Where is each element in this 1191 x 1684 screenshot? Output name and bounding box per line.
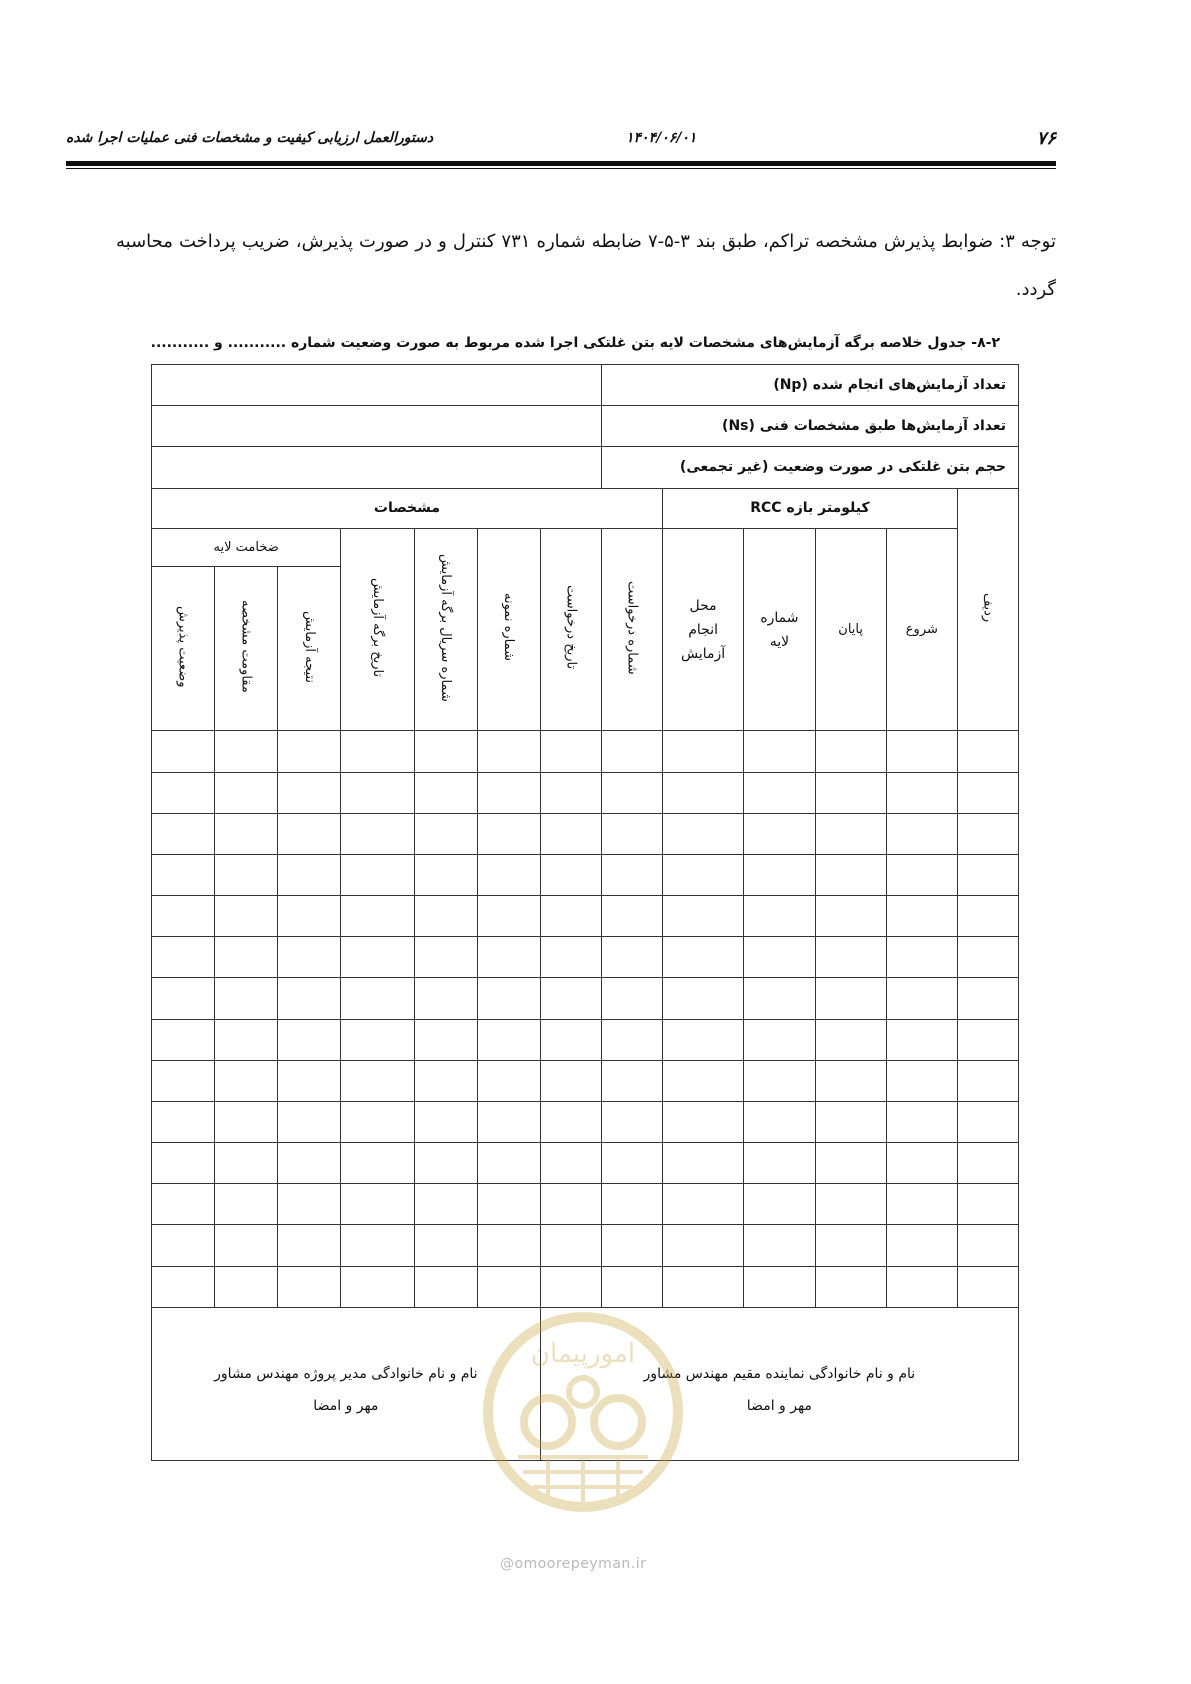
table-cell[interactable]: [662, 1184, 743, 1225]
col-characteristic-strength: [215, 566, 278, 731]
table-cell[interactable]: [815, 772, 886, 813]
table-cell[interactable]: [662, 1225, 743, 1266]
table-cell[interactable]: [662, 731, 743, 772]
table-cell[interactable]: [152, 813, 215, 854]
signature-project-manager[interactable]: [152, 1307, 541, 1460]
table-cell[interactable]: [815, 896, 886, 937]
table-cell[interactable]: [278, 1266, 341, 1307]
table-cell[interactable]: [957, 978, 1018, 1019]
table-cell[interactable]: [540, 854, 601, 895]
table-cell[interactable]: [278, 772, 341, 813]
page-number: ۷۶: [1036, 128, 1056, 149]
table-cell[interactable]: [601, 978, 662, 1019]
table-cell[interactable]: [215, 896, 278, 937]
col-layer-thickness: ضخامت لایه: [152, 528, 341, 566]
table-cell[interactable]: [341, 1101, 414, 1142]
col-layer-no: [744, 528, 815, 731]
col-request-no-label: شماره درخواست: [624, 580, 640, 675]
table-row: [152, 978, 1019, 1019]
table-cell[interactable]: [215, 1225, 278, 1266]
summary-label-np: تعداد آزمایش‌های انجام شده (Np): [601, 365, 1018, 406]
table-cell[interactable]: [744, 854, 815, 895]
table-cell[interactable]: [152, 937, 215, 978]
table-cell[interactable]: [414, 1225, 477, 1266]
table-cell[interactable]: [815, 1060, 886, 1101]
table-cell[interactable]: [215, 937, 278, 978]
table-cell[interactable]: [601, 1225, 662, 1266]
table-row: [152, 1225, 1019, 1266]
summary-label-ns: تعداد آزمایش‌ها طبق مشخصات فنی (Ns): [601, 406, 1018, 447]
table-cell[interactable]: [886, 731, 957, 772]
table-cell[interactable]: [744, 1060, 815, 1101]
table-cell[interactable]: [540, 1225, 601, 1266]
table-cell[interactable]: [414, 1143, 477, 1184]
header-group-row: [152, 488, 1019, 528]
table-cell[interactable]: [341, 813, 414, 854]
table-cell[interactable]: [278, 813, 341, 854]
header-rule-thick: [66, 161, 1056, 166]
table-cell[interactable]: [152, 1019, 215, 1060]
table-cell[interactable]: [477, 1143, 540, 1184]
table-cell[interactable]: [886, 1143, 957, 1184]
table-cell[interactable]: [744, 1143, 815, 1184]
table-row: [152, 731, 1019, 772]
table-cell[interactable]: [540, 813, 601, 854]
table-cell[interactable]: [341, 1184, 414, 1225]
table-cell[interactable]: [601, 1019, 662, 1060]
table-cell[interactable]: [477, 978, 540, 1019]
table-row: [152, 854, 1019, 895]
table-cell[interactable]: [886, 896, 957, 937]
table-cell[interactable]: [601, 1143, 662, 1184]
table-cell[interactable]: [957, 1143, 1018, 1184]
table-row: [152, 896, 1019, 937]
table-cell[interactable]: [601, 1060, 662, 1101]
table-cell[interactable]: [278, 896, 341, 937]
table-cell[interactable]: [601, 854, 662, 895]
table-cell[interactable]: [744, 1019, 815, 1060]
table-cell[interactable]: [815, 1225, 886, 1266]
table-row: [152, 1184, 1019, 1225]
table-cell[interactable]: [957, 854, 1018, 895]
table-cell[interactable]: [414, 1101, 477, 1142]
table-cell[interactable]: [662, 978, 743, 1019]
signature-pm-name: نام و نام خانوادگی مدیر پروژه مهندس مشاور: [214, 1365, 478, 1382]
summary-label-volume: حجم بتن غلتکی در صورت وضعیت (غیر تجمعی): [601, 447, 1018, 488]
summary-value-ns[interactable]: [152, 406, 602, 447]
col-km-range: کیلومتر بازه RCC: [662, 488, 957, 528]
test-summary-table: [151, 364, 1019, 1461]
table-cell[interactable]: [414, 1184, 477, 1225]
table-row: [152, 813, 1019, 854]
col-sample-no-label: شماره نمونه: [501, 593, 517, 662]
table-cell[interactable]: [278, 1143, 341, 1184]
table-cell[interactable]: [152, 1101, 215, 1142]
watermark-url: @omoorepeyman.ir: [500, 1556, 647, 1572]
table-cell[interactable]: [477, 1266, 540, 1307]
summary-value-np[interactable]: [152, 365, 602, 406]
table-cell[interactable]: [215, 1266, 278, 1307]
table-cell[interactable]: [477, 1101, 540, 1142]
col-test-result-label: نتیجه آزمایش: [301, 610, 317, 683]
signature-resident-name: نام و نام خانوادگی نماینده مقیم مهندس مشاور: [643, 1365, 916, 1382]
table-cell[interactable]: [152, 896, 215, 937]
table-cell[interactable]: [662, 1266, 743, 1307]
table-cell[interactable]: [215, 772, 278, 813]
table-cell[interactable]: [278, 1101, 341, 1142]
table-cell[interactable]: [477, 937, 540, 978]
col-start: شروع: [886, 528, 957, 731]
table-cell[interactable]: [152, 1225, 215, 1266]
table-cell[interactable]: [601, 1266, 662, 1307]
table-cell[interactable]: [152, 772, 215, 813]
table-cell[interactable]: [886, 1101, 957, 1142]
table-cell[interactable]: [957, 937, 1018, 978]
table-cell[interactable]: [815, 813, 886, 854]
table-cell[interactable]: [601, 1184, 662, 1225]
table-cell[interactable]: [601, 731, 662, 772]
table-row: [152, 937, 1019, 978]
col-test-result: [278, 566, 341, 731]
table-cell[interactable]: [215, 731, 278, 772]
table-cell[interactable]: [414, 1266, 477, 1307]
col-row-no-label: ردیف: [980, 592, 996, 623]
table-cell[interactable]: [744, 1101, 815, 1142]
table-cell[interactable]: [278, 978, 341, 1019]
table-cell[interactable]: [886, 813, 957, 854]
table-cell[interactable]: [886, 1019, 957, 1060]
table-cell[interactable]: [815, 1266, 886, 1307]
signature-resident-seal: مهر و امضا: [746, 1397, 812, 1414]
table-cell[interactable]: [540, 1184, 601, 1225]
note-paragraph: توجه ۳: ضوابط پذیرش مشخصه تراکم، طبق بند ۳-۵-۷ ضابطه شماره ۷۳۱ کنترل و در صورت پذیرش، ضریب پرداخت محاسبه گردد.: [116, 231, 1056, 300]
table-cell[interactable]: [957, 896, 1018, 937]
table-cell[interactable]: [341, 731, 414, 772]
svg-text:امورپیمان: امورپیمان: [530, 1339, 636, 1369]
header-title: دستورالعمل ارزیابی کیفیت و مشخصات فنی عملیات اجرا شده: [66, 130, 434, 146]
col-acceptance-status: [152, 566, 215, 731]
table-cell[interactable]: [540, 731, 601, 772]
table-cell[interactable]: [744, 937, 815, 978]
table-cell[interactable]: [477, 1060, 540, 1101]
table-cell[interactable]: [540, 1143, 601, 1184]
table-cell[interactable]: [815, 731, 886, 772]
col-test-sheet-serial-label: شماره سریال برگه آزمایش: [438, 553, 454, 702]
table-cell[interactable]: [540, 772, 601, 813]
table-cell[interactable]: [477, 731, 540, 772]
table-cell[interactable]: [815, 1143, 886, 1184]
signature-resident[interactable]: [540, 1307, 1018, 1460]
table-cell[interactable]: [601, 772, 662, 813]
col-request-no: [601, 528, 662, 731]
col-acceptance-status-label: وضعیت پذیرش: [175, 605, 191, 688]
table-row: [152, 772, 1019, 813]
table-cell[interactable]: [414, 1019, 477, 1060]
table-cell[interactable]: [815, 937, 886, 978]
table-cell[interactable]: [215, 1019, 278, 1060]
table-cell[interactable]: [540, 978, 601, 1019]
summary-row-ns: [152, 406, 1019, 447]
table-cell[interactable]: [744, 1225, 815, 1266]
col-test-sheet-date-label: تاریخ برگه آزمایش: [369, 577, 385, 678]
table-cell[interactable]: [662, 1143, 743, 1184]
col-test-location: [662, 528, 743, 731]
table-cell[interactable]: [662, 813, 743, 854]
table-cell[interactable]: [540, 1101, 601, 1142]
table-cell[interactable]: [341, 1060, 414, 1101]
header-subgroup-row: [152, 528, 1019, 566]
table-cell[interactable]: [886, 1184, 957, 1225]
table-row: [152, 1019, 1019, 1060]
table-cell[interactable]: [540, 896, 601, 937]
col-layer-no-label: شماره لایه: [760, 609, 799, 650]
table-cell[interactable]: [886, 937, 957, 978]
table-cell[interactable]: [152, 854, 215, 895]
col-test-location-label: محل انجام آزمایش: [681, 597, 726, 662]
table-cell[interactable]: [601, 896, 662, 937]
table-cell[interactable]: [278, 1225, 341, 1266]
table-body: [152, 731, 1019, 1308]
table-cell[interactable]: [662, 1060, 743, 1101]
table-cell[interactable]: [744, 978, 815, 1019]
table-cell[interactable]: [414, 813, 477, 854]
table-cell[interactable]: [815, 978, 886, 1019]
table-cell[interactable]: [278, 1019, 341, 1060]
table-cell[interactable]: [744, 1266, 815, 1307]
table-cell[interactable]: [540, 1060, 601, 1101]
table-cell[interactable]: [215, 1101, 278, 1142]
table-cell[interactable]: [341, 1266, 414, 1307]
table-cell[interactable]: [662, 854, 743, 895]
table-cell[interactable]: [215, 1060, 278, 1101]
table-cell[interactable]: [414, 854, 477, 895]
table-cell[interactable]: [744, 813, 815, 854]
table-cell[interactable]: [414, 1060, 477, 1101]
table-cell[interactable]: [744, 731, 815, 772]
table-cell[interactable]: [957, 1225, 1018, 1266]
table-cell[interactable]: [152, 731, 215, 772]
table-cell[interactable]: [540, 1266, 601, 1307]
table-cell[interactable]: [341, 1019, 414, 1060]
table-cell[interactable]: [662, 772, 743, 813]
col-sample-no: [477, 528, 540, 731]
table-cell[interactable]: [152, 1266, 215, 1307]
summary-value-volume[interactable]: [152, 447, 602, 488]
table-cell[interactable]: [815, 1184, 886, 1225]
table-cell[interactable]: [957, 1184, 1018, 1225]
table-cell[interactable]: [957, 1101, 1018, 1142]
table-cell[interactable]: [540, 1019, 601, 1060]
table-row: [152, 1060, 1019, 1101]
table-cell[interactable]: [815, 1019, 886, 1060]
col-specs: مشخصات: [152, 488, 663, 528]
table-cell[interactable]: [957, 1060, 1018, 1101]
table-cell[interactable]: [662, 896, 743, 937]
table-cell[interactable]: [886, 978, 957, 1019]
table-cell[interactable]: [815, 1101, 886, 1142]
table-cell[interactable]: [215, 1184, 278, 1225]
signature-row: [152, 1307, 1019, 1460]
table-cell[interactable]: [477, 1184, 540, 1225]
table-cell[interactable]: [477, 896, 540, 937]
table-cell[interactable]: [744, 772, 815, 813]
table-cell[interactable]: [601, 1101, 662, 1142]
table-cell[interactable]: [957, 813, 1018, 854]
table-cell[interactable]: [215, 1143, 278, 1184]
table-cell[interactable]: [278, 1060, 341, 1101]
table-cell[interactable]: [341, 1143, 414, 1184]
table-cell[interactable]: [601, 937, 662, 978]
table-cell[interactable]: [152, 1143, 215, 1184]
summary-row-np: [152, 365, 1019, 406]
table-cell[interactable]: [341, 937, 414, 978]
table-cell[interactable]: [341, 978, 414, 1019]
table-cell[interactable]: [886, 1060, 957, 1101]
table-cell[interactable]: [477, 854, 540, 895]
table-cell[interactable]: [341, 772, 414, 813]
col-end: پایان: [815, 528, 886, 731]
table-cell[interactable]: [957, 1019, 1018, 1060]
table-cell[interactable]: [414, 731, 477, 772]
header-rule-thin: [66, 168, 1056, 169]
col-request-date: [540, 528, 601, 731]
table-cell[interactable]: [278, 731, 341, 772]
table-cell[interactable]: [152, 978, 215, 1019]
table-cell[interactable]: [886, 854, 957, 895]
table-cell[interactable]: [957, 1266, 1018, 1307]
table-cell[interactable]: [662, 1019, 743, 1060]
table-cell[interactable]: [414, 896, 477, 937]
table-cell[interactable]: [215, 978, 278, 1019]
table-cell[interactable]: [744, 1184, 815, 1225]
table-cell[interactable]: [414, 937, 477, 978]
table-cell[interactable]: [477, 1019, 540, 1060]
col-request-date-label: تاریخ درخواست: [563, 585, 579, 670]
table-cell[interactable]: [886, 1225, 957, 1266]
table-cell[interactable]: [815, 854, 886, 895]
table-cell[interactable]: [414, 772, 477, 813]
table-cell[interactable]: [477, 772, 540, 813]
table-cell[interactable]: [886, 1266, 957, 1307]
page-header: [66, 128, 1056, 150]
table-cell[interactable]: [341, 896, 414, 937]
signature-pm-seal: مهر و امضا: [313, 1397, 379, 1414]
table-cell[interactable]: [662, 1101, 743, 1142]
col-characteristic-strength-label: مقاومت مشخصه: [238, 600, 254, 693]
table-cell[interactable]: [477, 813, 540, 854]
table-cell[interactable]: [215, 813, 278, 854]
table-caption: ۸-۲- جدول خلاصه برگه آزمایش‌های مشخصات لایه بتن غلتکی اجرا شده مربوط به صورت وضعیت شماره ........... و ...........: [150, 335, 1000, 351]
table-cell[interactable]: [152, 1060, 215, 1101]
table-cell[interactable]: [341, 854, 414, 895]
table-cell[interactable]: [540, 937, 601, 978]
table-cell[interactable]: [957, 731, 1018, 772]
table-row: [152, 1143, 1019, 1184]
table-cell[interactable]: [278, 1184, 341, 1225]
table-cell[interactable]: [957, 772, 1018, 813]
table-row: [152, 1101, 1019, 1142]
table-cell[interactable]: [744, 896, 815, 937]
table-cell[interactable]: [662, 937, 743, 978]
table-cell[interactable]: [414, 978, 477, 1019]
col-test-sheet-date: [341, 528, 414, 731]
col-row-no: [957, 488, 1018, 731]
table-cell[interactable]: [341, 1225, 414, 1266]
col-test-sheet-serial: [414, 528, 477, 731]
table-cell[interactable]: [477, 1225, 540, 1266]
summary-row-volume: [152, 447, 1019, 488]
table-cell[interactable]: [601, 813, 662, 854]
table-cell[interactable]: [886, 772, 957, 813]
table-cell[interactable]: [278, 937, 341, 978]
header-date: ۱۴۰۴/۰۶/۰۱: [626, 130, 697, 146]
table-cell[interactable]: [278, 854, 341, 895]
table-row: [152, 1266, 1019, 1307]
table-cell[interactable]: [152, 1184, 215, 1225]
table-cell[interactable]: [215, 854, 278, 895]
